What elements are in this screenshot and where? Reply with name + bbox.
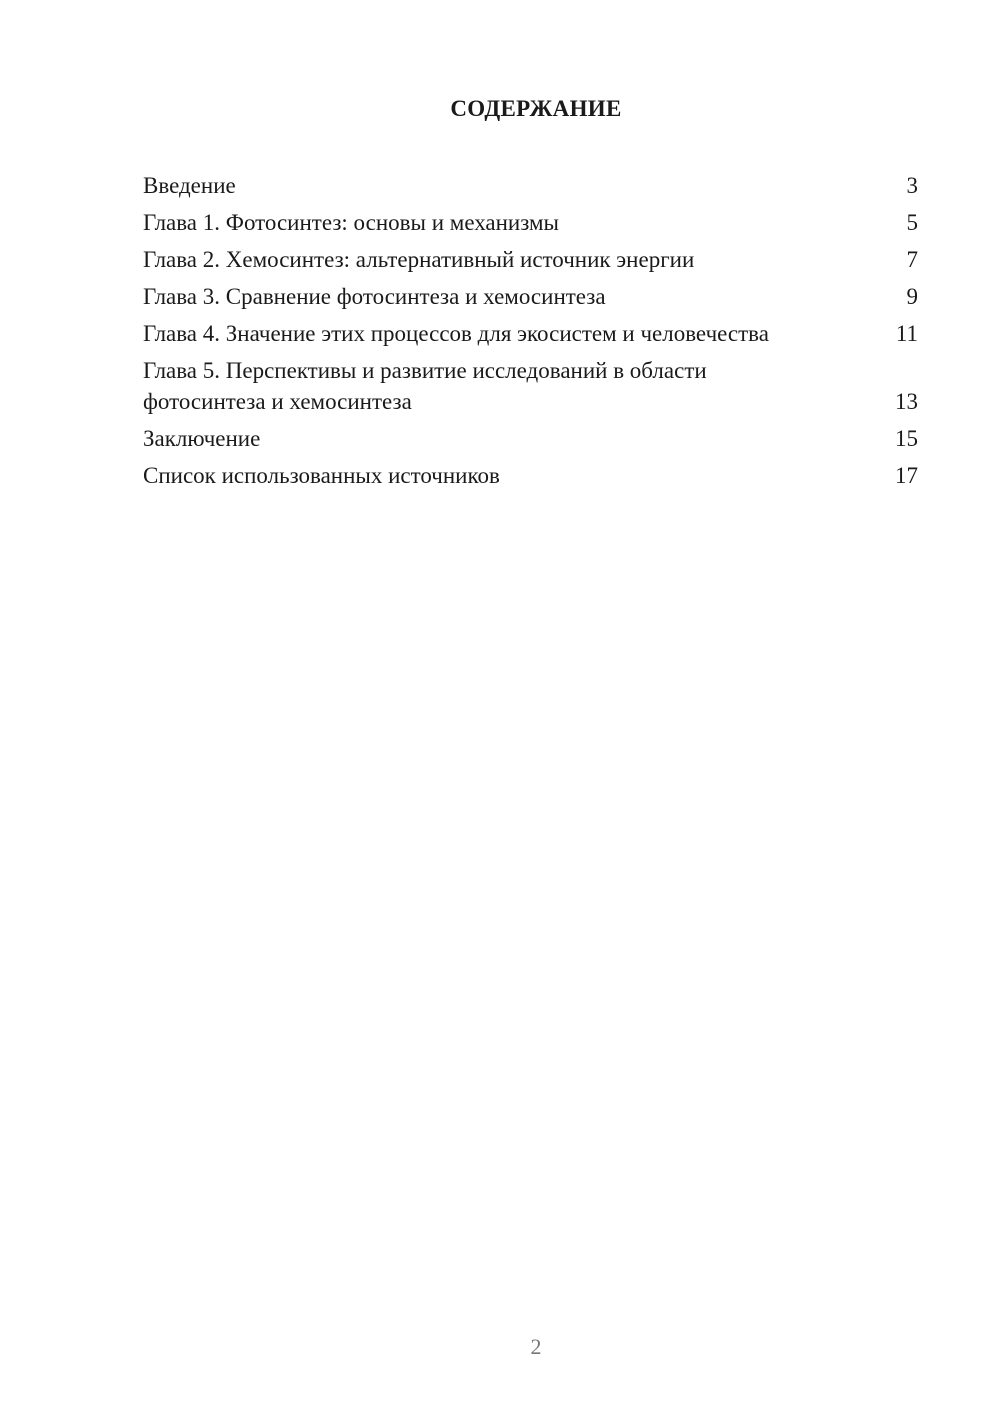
toc-entry-text: Глава 2. Хемосинтез: альтернативный источник энергии xyxy=(143,247,695,272)
table-of-contents xyxy=(143,170,918,497)
toc-entry-chapter-5 xyxy=(143,355,918,417)
toc-entry-text: Глава 5. Перспективы и развитие исследований в области фотосинтеза и хемосинтеза xyxy=(143,358,707,414)
toc-entry-text: Глава 3. Сравнение фотосинтеза и хемосинтеза xyxy=(143,284,606,309)
page-number: 2 xyxy=(530,1334,542,1359)
toc-entry-page: 13 xyxy=(895,389,918,414)
toc-entry-page: 5 xyxy=(906,210,918,235)
toc-entry-references xyxy=(143,460,918,491)
toc-entry-text: Заключение xyxy=(143,426,261,451)
toc-entry-text: Глава 1. Фотосинтез: основы и механизмы xyxy=(143,210,560,235)
toc-entry-conclusion xyxy=(143,423,918,454)
toc-entry-chapter-1 xyxy=(143,207,918,238)
toc-entry-page: 17 xyxy=(895,463,918,488)
page-title: СОДЕРЖАНИЕ xyxy=(450,96,622,121)
toc-entry-page: 11 xyxy=(895,321,918,346)
toc-entry-page: 7 xyxy=(906,247,918,272)
toc-entry-page: 3 xyxy=(906,173,918,198)
toc-entry-chapter-3 xyxy=(143,281,918,312)
toc-entry-chapter-4 xyxy=(143,318,918,349)
toc-entry-text: Глава 4. Значение этих процессов для экосистем и человечества xyxy=(143,321,769,346)
toc-entry-page: 15 xyxy=(895,426,918,451)
toc-entry-introduction xyxy=(143,170,918,201)
toc-entry-page: 9 xyxy=(906,284,918,309)
toc-entry-text: Введение xyxy=(143,173,236,198)
toc-entry-text: Список использованных источников xyxy=(143,463,500,488)
toc-entry-chapter-2 xyxy=(143,244,918,275)
